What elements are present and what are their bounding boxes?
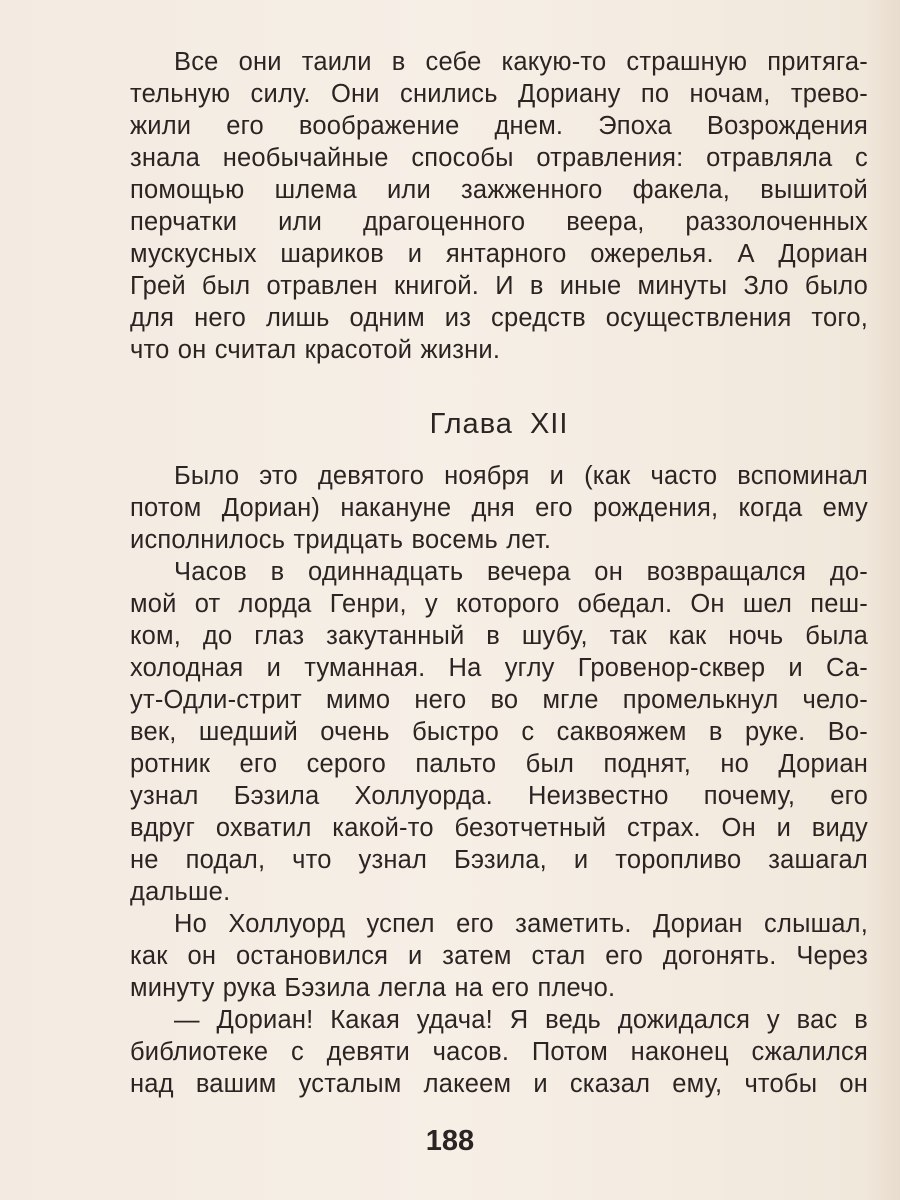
paragraph [130,908,868,1004]
text-line: вдруг охватил какой-то безотчетный страх. Он и виду [130,814,868,842]
text-line: мой от лорда Генри, у которого обедал. Он шел пеш- [130,590,868,618]
text-line: Было это девятого ноября и (как часто вспоминал [174,462,868,490]
text-line: для него лишь одним из средств осуществления того, [130,304,868,332]
book-page [130,46,868,1100]
paragraph [130,1004,868,1100]
text-line: холодная и туманная. На углу Гровенор-сквер и Са- [130,654,868,682]
text-line: узнал Бэзила Холлуорда. Неизвестно почему, его [130,782,868,810]
text-line: век, шедший очень быстро с саквояжем в руке. Во- [130,718,868,746]
text-line: Часов в одиннадцать вечера он возвращался до- [174,558,868,586]
text-line: знала необычайные способы отравления: отравляла с [130,144,868,172]
text-line: минуту рука Бэзила легла на его плечо. [130,974,616,1002]
page-number: 188 [425,1125,475,1157]
text-line: Но Холлуорд успел его заметить. Дориан слышал, [174,910,868,938]
paragraph [130,556,868,908]
text-line: помощью шлема или зажженного факела, вышитой [130,176,868,204]
text-line: не подал, что узнал Бэзила, и торопливо зашагал [130,846,868,874]
text-line: ротник его серого пальто был поднят, но Дориан [130,750,868,778]
text-line: — Дориан! Какая удача! Я ведь дожидался у вас в [174,1006,868,1034]
text-line: Все они таили в себе какую-то страшную притяга- [174,48,868,76]
text-block-chapter-body [130,460,868,1100]
text-line: ком, до глаз закутанный в шубу, так как ночь была [130,622,868,650]
text-line: библиотеке с девяти часов. Потом наконец сжалился [130,1038,868,1066]
text-line: дальше. [130,878,231,906]
text-line: жили его воображение днем. Эпоха Возрождения [130,112,868,140]
text-line: что он считал красотой жизни. [130,336,501,364]
text-line: как он остановился и затем стал его догонять. Через [130,942,868,970]
text-line: Грей был отравлен книгой. И в иные минуты Зло было [130,272,868,300]
chapter-heading: Глава XII [429,408,569,440]
text-line: ут-Одли-стрит мимо него во мгле промелькнул чело- [130,686,868,714]
paragraph [130,46,868,366]
text-line: мускусных шариков и янтарного ожерелья. А Дориан [130,240,868,268]
text-line: над вашим усталым лакеем и сказал ему, чтобы он [130,1070,868,1098]
paragraph [130,460,868,556]
text-line: тельную силу. Они снились Дориану по ночам, трево- [130,80,868,108]
text-line: исполнилось тридцать восемь лет. [130,526,552,554]
text-block-before-chapter [130,46,868,366]
text-line: перчатки или драгоценного веера, раззолоченных [130,208,868,236]
text-line: потом Дориан) накануне дня его рождения, когда ему [130,494,868,522]
